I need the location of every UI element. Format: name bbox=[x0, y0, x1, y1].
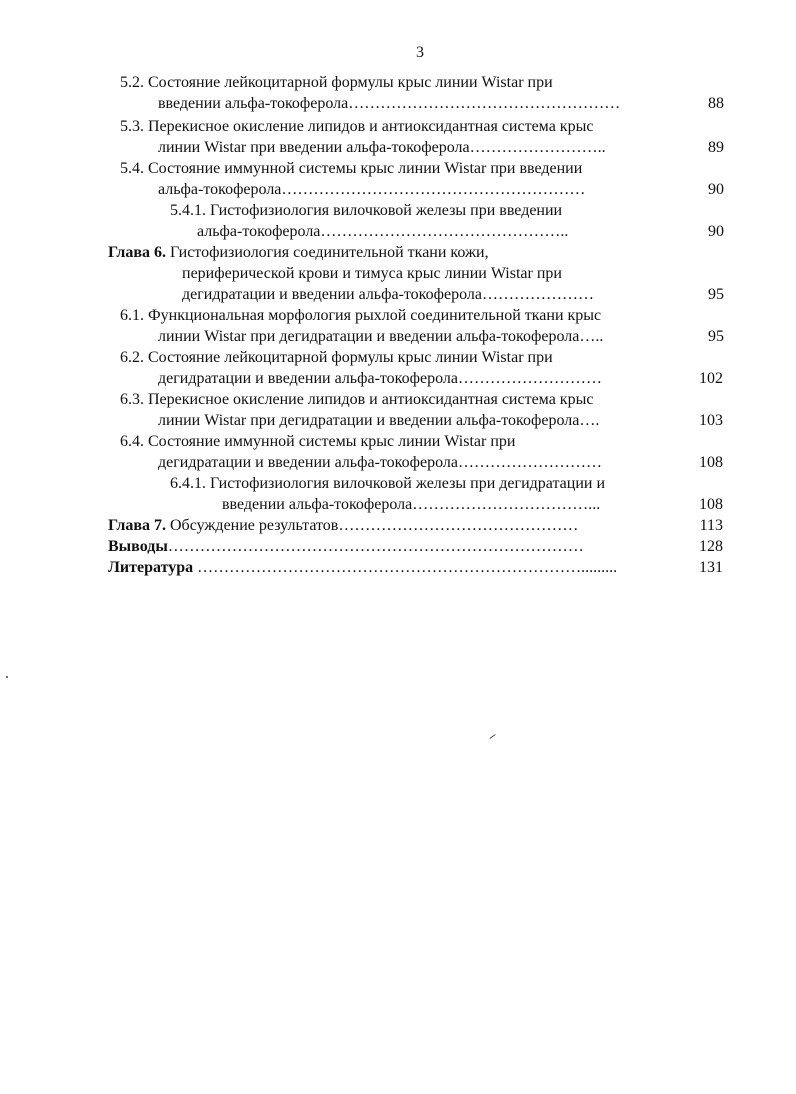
toc-entry-text: дегидратации и введении альфа-токоферола……………………… bbox=[158, 454, 602, 471]
toc-entry-5-4-1-line2[interactable] bbox=[0, 221, 796, 242]
page-number: 3 bbox=[416, 44, 424, 61]
toc-entry-text: введении альфа-токоферола……………………………... bbox=[222, 496, 601, 513]
chapter-label: Глава 6. bbox=[108, 244, 166, 261]
section-label: Литература bbox=[108, 559, 194, 576]
toc-entry-text: 5.4.1. Гистофизиология вилочковой железы при введении bbox=[170, 202, 563, 219]
toc-entry-text: линии Wistar при введении альфа-токоферола…………………….. bbox=[158, 139, 606, 156]
toc-page-number: 90 bbox=[708, 181, 724, 198]
toc-references[interactable] bbox=[0, 557, 796, 578]
toc-page-number: 108 bbox=[699, 454, 723, 471]
toc-page-number: 95 bbox=[708, 328, 724, 345]
section-label: Выводы bbox=[108, 538, 168, 555]
toc-entry-text: 5.2. Состояние лейкоцитарной формулы крыс линии Wistar при bbox=[120, 74, 553, 91]
toc-entry-6-3-line2[interactable] bbox=[0, 410, 796, 431]
toc-page-number: 131 bbox=[699, 559, 723, 576]
toc-page-number: 90 bbox=[708, 223, 724, 240]
toc-chapter-6-line2[interactable] bbox=[0, 263, 796, 284]
toc-page-number: 113 bbox=[699, 517, 723, 534]
toc-entry-5-3-line1[interactable] bbox=[0, 116, 796, 137]
toc-entry-text bbox=[108, 557, 617, 578]
toc-chapter-6-line3[interactable] bbox=[0, 284, 796, 305]
toc-entry-text bbox=[108, 536, 584, 557]
toc-page-number: 103 bbox=[699, 412, 723, 429]
scan-mark bbox=[489, 734, 495, 739]
scan-speck bbox=[6, 676, 8, 678]
toc-entry-6-1-line1[interactable] bbox=[0, 305, 796, 326]
toc-entry-6-2-line2[interactable] bbox=[0, 368, 796, 389]
toc-entry-text: 6.4. Состояние иммунной системы крыс линии Wistar при bbox=[120, 433, 516, 450]
toc-entry-6-4-line2[interactable] bbox=[0, 452, 796, 473]
toc-chapter-6-line1[interactable] bbox=[0, 242, 796, 263]
toc-entry-5-4-line2[interactable] bbox=[0, 179, 796, 200]
toc-entry-text: 6.3. Перекисное окисление липидов и антиоксидантная система крыс bbox=[120, 391, 594, 408]
toc-entry-text: периферической крови и тимуса крыс линии Wistar при bbox=[182, 265, 562, 282]
leader-dots: ………………………………………………………………......... bbox=[193, 559, 618, 576]
toc-page-number: 102 bbox=[699, 370, 723, 387]
toc-page-number: 88 bbox=[708, 95, 724, 112]
toc-entry-6-2-line1[interactable] bbox=[0, 347, 796, 368]
toc-entry-text: 6.4.1. Гистофизиология вилочковой железы при дегидратации и bbox=[170, 475, 606, 492]
toc-entry-text: 5.3. Перекисное окисление липидов и антиоксидантная система крыс bbox=[120, 118, 594, 135]
toc-entry-5-3-line2[interactable] bbox=[0, 137, 796, 158]
toc-page-number: 95 bbox=[708, 286, 724, 303]
chapter-title: Гистофизиология соединительной ткани кожи, bbox=[166, 244, 489, 261]
leader-dots: …………………………………………………………………… bbox=[167, 538, 584, 555]
toc-entry-text: дегидратации и введении альфа-токоферола……………………… bbox=[158, 370, 602, 387]
toc-entry-text: введении альфа-токоферола…………………………………………… bbox=[158, 95, 621, 112]
chapter-label: Глава 7. bbox=[108, 517, 166, 534]
toc-entry-6-4-1-line1[interactable] bbox=[0, 473, 796, 494]
toc-page-number: 89 bbox=[708, 139, 724, 156]
toc-entry-text: альфа-токоферола………………………………………………… bbox=[158, 181, 586, 198]
toc-entry-5-4-1-line1[interactable] bbox=[0, 200, 796, 221]
toc-entry-text: линии Wistar при дегидратации и введении альфа-токоферола….. bbox=[158, 328, 604, 345]
toc-chapter-7[interactable] bbox=[0, 515, 796, 536]
toc-entry-6-3-line1[interactable] bbox=[0, 389, 796, 410]
toc-conclusions[interactable] bbox=[0, 536, 796, 557]
toc-entry-6-4-line1[interactable] bbox=[0, 431, 796, 452]
toc-entry-5-2-line1[interactable] bbox=[0, 72, 796, 93]
toc-page-number: 128 bbox=[699, 538, 723, 555]
toc-entry-5-2-line2[interactable] bbox=[0, 93, 796, 114]
toc-page-number: 108 bbox=[699, 496, 723, 513]
toc-entry-5-4-line1[interactable] bbox=[0, 158, 796, 179]
toc-entry-text: альфа-токоферола……………………………………….. bbox=[197, 223, 569, 240]
toc-entry-text: линии Wistar при дегидратации и введении альфа-токоферола…. bbox=[158, 412, 600, 429]
toc-entry-6-4-1-line2[interactable] bbox=[0, 494, 796, 515]
toc-entry-text: 5.4. Состояние иммунной системы крыс линии Wistar при введении bbox=[120, 160, 583, 177]
toc-entry-text bbox=[108, 515, 578, 536]
toc-entry-6-1-line2[interactable] bbox=[0, 326, 796, 347]
chapter-title: Обсуждение результатов……………………………………… bbox=[166, 517, 579, 534]
toc-entry-text: дегидратации и введении альфа-токоферола………………… bbox=[182, 286, 594, 303]
toc-entry-text: 6.1. Функциональная морфология рыхлой соединительной ткани крыс bbox=[120, 307, 602, 324]
toc-entry-text: 6.2. Состояние лейкоцитарной формулы крыс линии Wistar при bbox=[120, 349, 553, 366]
toc-entry-text bbox=[108, 242, 489, 263]
